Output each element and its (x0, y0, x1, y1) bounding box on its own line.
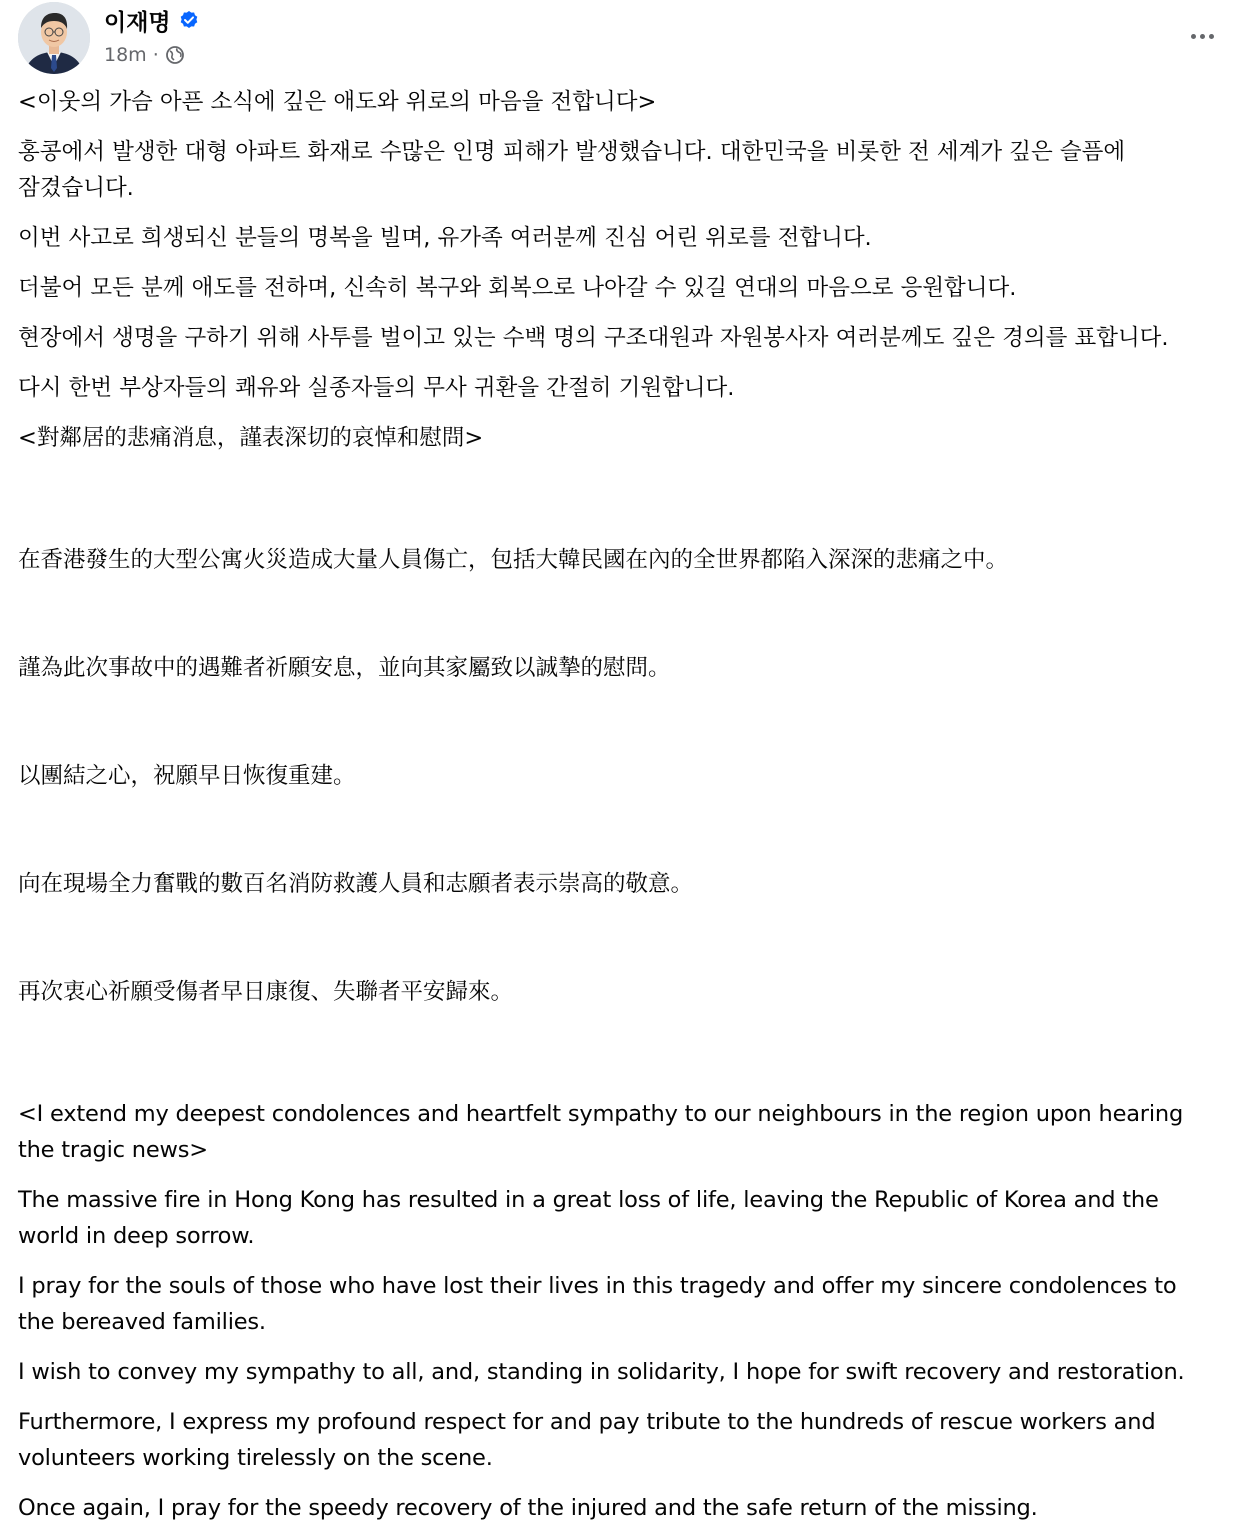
post-header (18, 2, 1222, 78)
post-paragraph-en: Once again, I pray for the speedy recovery of the injured and the safe return of the missing. (18, 1495, 1038, 1521)
zh-line: 向在現場全力奮戰的數百名消防救護人員和志願者表示崇高的敬意。 (18, 871, 694, 897)
more-horizontal-icon-dot (1209, 34, 1214, 39)
post-paragraph-en: I pray for the souls of those who have lost their lives in this tragedy and offer my sincere condolences to the bereaved families. (18, 1273, 1184, 1335)
zh-line: 以團結之心，祝願早日恢復重建。 (18, 763, 356, 789)
post-paragraph-en: Furthermore, I express my profound respect for and pay tribute to the hundreds of rescue workers and volunteers working tirelessly on the scene. (18, 1409, 1163, 1471)
avatar-portrait-icon (18, 2, 90, 74)
post-paragraph-ko: 홍콩에서 발생한 대형 아파트 화재로 수많은 인명 피해가 발생했습니다. 대한민국을 비롯한 전 세계가 깊은 슬픔에 잠겼습니다. (18, 139, 1133, 201)
post-paragraph-en: I wish to convey my sympathy to all, and, standing in solidarity, I hope for swift recovery and restoration. (18, 1359, 1185, 1385)
meta-separator: · (152, 44, 159, 66)
post-paragraph-ko-title: <이웃의 가슴 아픈 소식에 깊은 애도와 위로의 마음을 전합니다> (18, 89, 657, 115)
post-paragraph-ko: 더불어 모든 분께 애도를 전하며, 신속히 복구와 회복으로 나아갈 수 있길 연대의 마음으로 응원합니다. (18, 275, 1017, 301)
avatar[interactable] (18, 2, 90, 74)
more-horizontal-icon-dot (1200, 34, 1205, 39)
zh-line: 在香港發生的大型公寓火災造成大量人員傷亡，包括大韓民國在內的全世界都陷入深深的悲痛之中。 (18, 547, 1009, 573)
post-paragraph-zh-title: <對鄰居的悲痛消息，謹表深切的哀悼和慰問> (18, 425, 484, 451)
post-paragraph-ko: 다시 한번 부상자들의 쾌유와 실종자들의 무사 귀환을 간절히 기원합니다. (18, 375, 735, 401)
post-paragraph-ko: 현장에서 생명을 구하기 위해 사투를 벌이고 있는 수백 명의 구조대원과 자원봉사자 여러분께도 깊은 경의를 표합니다. (18, 325, 1169, 351)
post-meta (104, 42, 185, 68)
author-name[interactable]: 이재명 (104, 9, 171, 36)
post-paragraph-ko: 이번 사고로 희생되신 분들의 명복을 빌며, 유가족 여러분께 진심 어린 위로를 전합니다. (18, 225, 872, 251)
zh-line: 謹為此次事故中的遇難者祈願安息，並向其家屬致以誠摯的慰問。 (18, 655, 671, 681)
post-timestamp[interactable]: 18m (104, 44, 147, 66)
post-body (18, 84, 1218, 1540)
zh-line: 再次衷心祈願受傷者早日康復、失聯者平安歸來。 (18, 979, 514, 1005)
globe-icon[interactable] (165, 45, 185, 65)
post-paragraph-zh (18, 470, 1218, 1082)
author-line (104, 4, 199, 36)
post-paragraph-en-title: <I extend my deepest condolences and heartfelt sympathy to our neighbours in the region upon hearing the tragic news> (18, 1101, 1190, 1163)
more-options-button[interactable] (1182, 16, 1222, 56)
post-paragraph-en: The massive fire in Hong Kong has resulted in a great loss of life, leaving the Republic of Korea and the world in deep sorrow. (18, 1187, 1166, 1249)
verified-badge-icon (179, 10, 199, 30)
more-horizontal-icon (1191, 34, 1196, 39)
